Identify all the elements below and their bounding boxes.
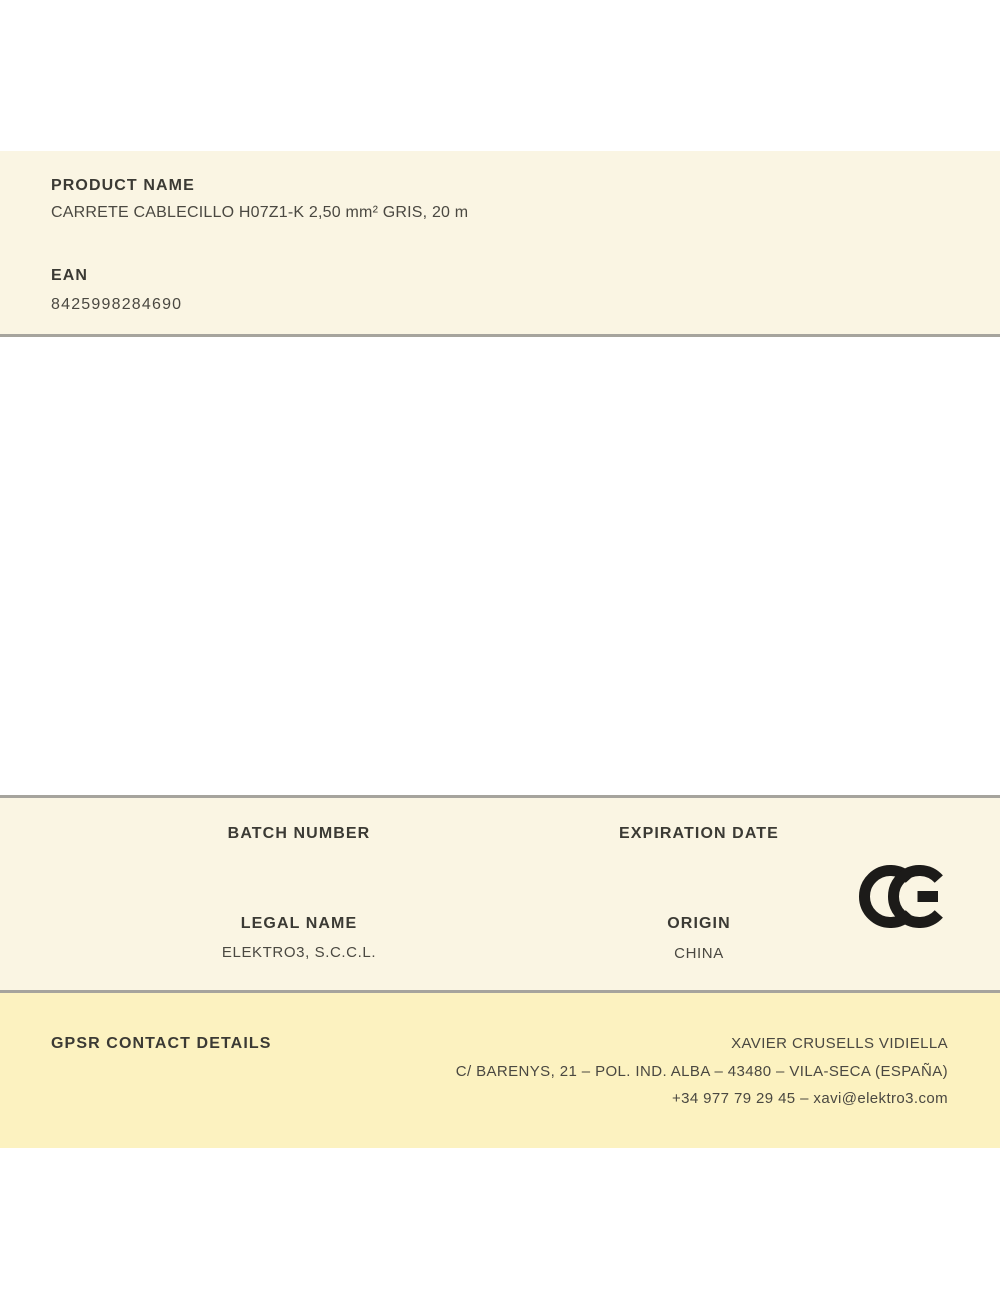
gpsr-contact-address: C/ BARENYS, 21 – POL. IND. ALBA – 43480 – VILA-SECA (ESPAÑA) [455, 1062, 948, 1080]
origin-value: CHINA [674, 945, 724, 962]
gpsr-contact-name: XAVIER CRUSELLS VIDIELLA [731, 1035, 948, 1052]
product-name-value: CARRETE CABLECILLO H07Z1-K 2,50 mm² GRIS, 20 m [51, 204, 469, 221]
gpsr-section [0, 993, 1000, 1148]
gpsr-contact-phone-email: +34 977 79 29 45 – xavi@elektro3.com [671, 1090, 948, 1107]
batch-legal-section [0, 795, 1000, 993]
product-name-label: PRODUCT NAME [51, 177, 195, 194]
legal-name-label: LEGAL NAME [240, 915, 358, 932]
expiration-date-label: EXPIRATION DATE [619, 825, 779, 842]
gpsr-contact-label: GPSR CONTACT DETAILS [51, 1035, 272, 1052]
ce-marking-icon [858, 865, 945, 928]
legal-name-value: ELEKTRO3, S.C.C.L. [221, 944, 377, 961]
product-section [0, 151, 1000, 337]
ean-label: EAN [51, 267, 89, 284]
gpsr-contact-block [456, 1035, 948, 1118]
batch-number-label: BATCH NUMBER [227, 825, 371, 842]
origin-label: ORIGIN [667, 915, 731, 932]
ean-value: 8425998284690 [51, 296, 183, 313]
